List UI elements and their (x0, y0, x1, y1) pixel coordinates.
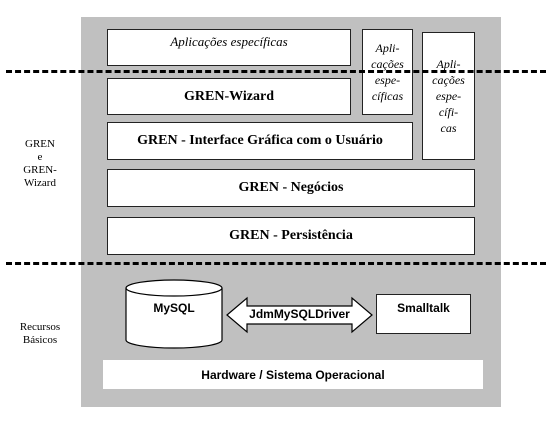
hardware-os-box (103, 360, 483, 389)
gren-line-2: e (37, 151, 43, 163)
side-label-gren (8, 138, 72, 190)
app-right-line-3: espe- (435, 89, 462, 103)
app-mid-line-3: espe- (374, 73, 401, 87)
gren-gui-label: GREN - Interface Gráfica com o Usuário (137, 133, 383, 148)
gren-business-label: GREN - Negócios (238, 180, 344, 195)
app-mid-line-4: cíficas (371, 89, 404, 103)
gren-wizard-label: GREN-Wizard (184, 88, 274, 104)
gren-persistence-label: GREN - Persistência (229, 228, 353, 243)
driver-label: JdmMySQLDriver (249, 307, 350, 321)
mysql-label: MySQL (153, 301, 195, 315)
app-right-line-4: cífi- (438, 105, 459, 119)
gren-line-3: GREN- (23, 164, 57, 176)
gren-line-1: GREN (25, 138, 55, 150)
app-right-line-1: Apli- (436, 57, 461, 71)
app-mid-line-1: Apli- (375, 41, 400, 55)
side-label-basic-resources (8, 321, 72, 347)
app-right-line-5: cas (440, 121, 457, 135)
gren-line-4: Wizard (24, 177, 56, 189)
smalltalk-box (376, 294, 471, 334)
specific-applications-label: Aplicações específicas (170, 34, 288, 49)
basic-line-1: Recursos (19, 321, 61, 333)
app-right-line-2: cações (432, 73, 465, 87)
hardware-os-label: Hardware / Sistema Operacional (201, 367, 385, 382)
app-mid-line-2: cações (371, 57, 404, 71)
smalltalk-label: Smalltalk (397, 301, 450, 315)
basic-line-2: Básicos (22, 334, 58, 346)
